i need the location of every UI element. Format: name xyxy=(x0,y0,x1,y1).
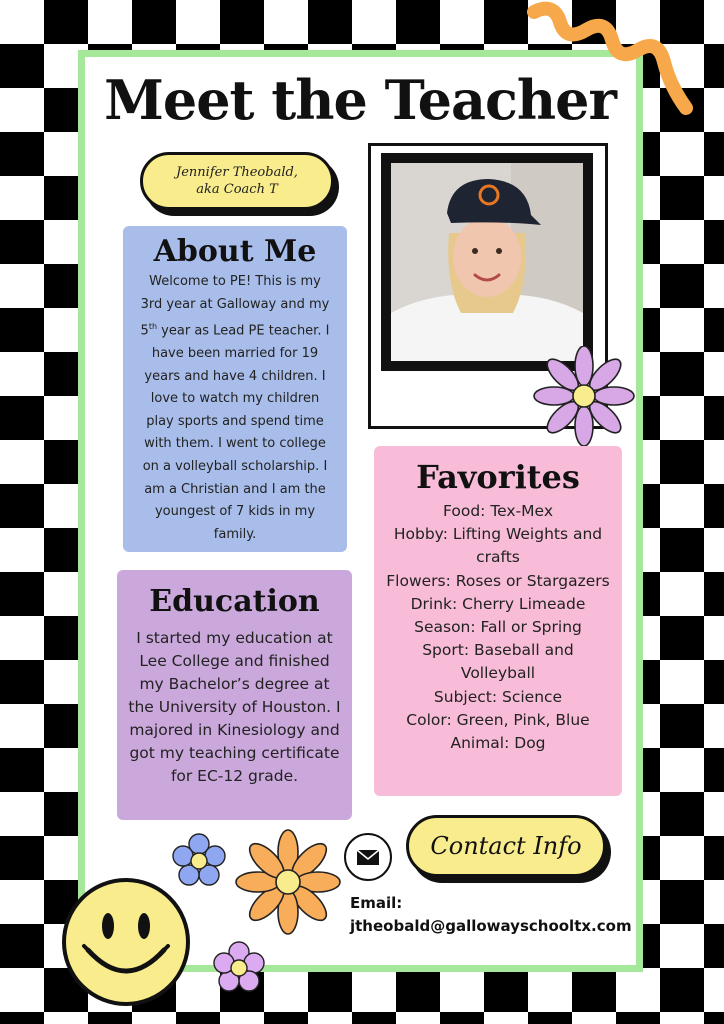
flower-icon xyxy=(232,826,344,938)
favorites-list xyxy=(384,500,612,755)
favorites-box xyxy=(374,446,622,796)
favorite-item: Food: Tex-Mex xyxy=(443,502,553,520)
contact-info-button[interactable]: Contact Info xyxy=(406,815,606,877)
favorite-item: Animal: Dog xyxy=(450,734,546,753)
name-tag-line1: Jennifer Theobald, xyxy=(176,165,298,180)
about-heading: About Me xyxy=(153,234,317,269)
favorite-item: Flowers: Roses or Stargazers xyxy=(386,571,610,590)
teacher-photo xyxy=(391,163,583,361)
mail-icon[interactable] xyxy=(344,833,392,881)
email-label: Email: xyxy=(350,894,403,912)
about-text-part1: Welcome to PE! This is my 3rd year at Galloway and my 5 xyxy=(140,274,330,339)
education-heading: Education xyxy=(149,584,320,619)
favorites-heading: Favorites xyxy=(416,458,580,496)
smiley-face-icon xyxy=(58,874,194,1010)
favorite-item: Color: Green, Pink, Blue xyxy=(406,710,590,729)
flower-icon xyxy=(204,934,274,1000)
favorite-item: Season: Fall or Spring xyxy=(414,618,582,637)
favorite-item: Subject: Science xyxy=(433,687,563,706)
education-box xyxy=(117,570,352,820)
favorite-item: Drink: Cherry Limeade xyxy=(410,594,586,613)
email-link[interactable]: jtheobald@gallowayschooltx.com xyxy=(350,917,632,935)
name-tag-line2: aka Coach T xyxy=(196,182,278,197)
education-text: I started my education at Lee College and finished my Bachelor’s degree at the University of Houston. I majored in Kinesiology and got my teaching certificate for EC-12 grade. xyxy=(128,629,341,785)
page-title: Meet the Teacher xyxy=(104,68,616,132)
name-tag xyxy=(140,152,334,210)
favorite-item: Hobby: Lifting Weights and crafts xyxy=(393,525,603,567)
about-text-sup: th xyxy=(148,322,158,332)
about-me-box xyxy=(123,226,347,552)
about-text xyxy=(137,271,333,546)
photo-border xyxy=(381,153,593,371)
flower-icon xyxy=(528,346,638,446)
about-text-part2: year as Lead PE teacher. I have been married for 19 years and have 4 children. I love to watch my children play sports and spend time with them. I went to college on a volleyball scholarship. I am a Christian and I am the youngest of 7 kids in my family. xyxy=(142,323,330,542)
favorite-item: Sport: Baseball and Volleyball xyxy=(422,641,574,683)
